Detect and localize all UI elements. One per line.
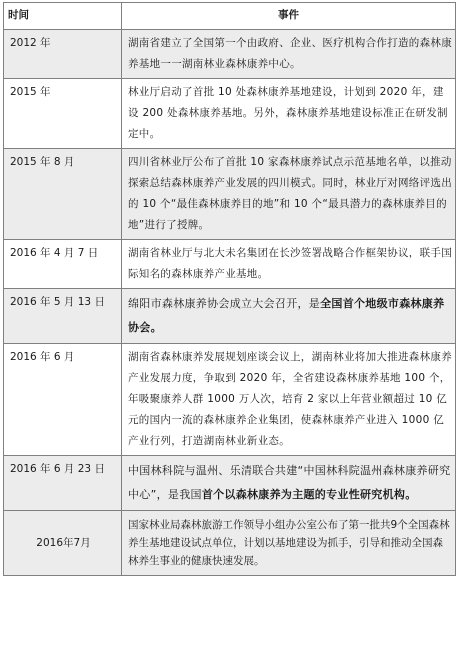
table-row <box>4 511 456 576</box>
event-text: 湖南省建立了全国第一个由政府、企业、医疗机构合作打造的森林康养基地一一湖南林业森林康养中心。 <box>128 37 452 70</box>
event-text: 中国林科院与温州、乐清联合共建“中国林科院温州森林康养研究中心”，是我国 <box>128 464 451 501</box>
row-date: 2016 年 6 月 23 日 <box>4 456 122 511</box>
row-date: 2016 年 5 月 13 日 <box>4 289 122 344</box>
row-date: 2016 年 6 月 <box>4 344 122 456</box>
row-date: 2015 年 8 月 <box>4 149 122 240</box>
row-event <box>122 79 456 149</box>
table-row <box>4 79 456 149</box>
event-text: 湖南省森林康养发展规划座谈会议上，湖南林业将加大推进森林康养产业发展力度，争取到 2020 年，全省建设森林康养基地 100 个，年吸聚康养人群 1000 万人次，培育 2 家以上年营业额超过 10 亿元的国内一流的森林康养企业集团，使森林康养产业进入 1000 亿产业行列，打造湖南林业新业态。 <box>128 351 452 447</box>
row-event <box>122 240 456 289</box>
table-row <box>4 30 456 79</box>
event-highlight: 全国首个地级市森林康养协会。 <box>128 297 445 334</box>
row-event <box>122 344 456 456</box>
row-event <box>122 289 456 344</box>
header-event: 事件 <box>122 3 456 30</box>
row-event <box>122 30 456 79</box>
table-row <box>4 240 456 289</box>
row-date: 2016 年 4 月 7 日 <box>4 240 122 289</box>
event-text: 湖南省林业厅与北大未名集团在长沙签署战略合作框架协议，联手国际知名的森林康养产业基地。 <box>128 247 452 280</box>
events-table <box>3 2 456 576</box>
row-date: 2012 年 <box>4 30 122 79</box>
header-time: 时间 <box>4 3 122 30</box>
table-row <box>4 456 456 511</box>
table-row <box>4 149 456 240</box>
table-row <box>4 344 456 456</box>
row-date: 2015 年 <box>4 79 122 149</box>
row-event <box>122 149 456 240</box>
row-event <box>122 511 456 576</box>
event-text: 四川省林业厅公布了首批 10 家森林康养试点示范基地名单，以推动探索总结森林康养产业发展的四川模式。同时，林业厅对网络评选出的 10 个“最佳森林康养目的地”和 10 个“最具潜力的森林康养目的地”进行了授牌。 <box>128 156 452 231</box>
event-text: 国家林业局森林旅游工作领导小组办公室公布了第一批共9个全国森林养生基地建设试点单位，计划以基地建设为抓手，引导和推动全国森林养生事业的健康快速发展。 <box>128 519 450 567</box>
table-row <box>4 289 456 344</box>
event-text: 林业厅启动了首批 10 处森林康养基地建设，计划到 2020 年，建设 200 处森林康养基地。另外，森林康养基地建设标准正在研发制定中。 <box>128 86 448 140</box>
row-event <box>122 456 456 511</box>
event-text: 绵阳市森林康养协会成立大会召开，是 <box>128 297 321 310</box>
table-header-row <box>4 3 456 30</box>
event-highlight: 首个以森林康养为主题的专业性研究机构。 <box>201 488 417 501</box>
row-date: 2016年7月 <box>4 511 122 576</box>
